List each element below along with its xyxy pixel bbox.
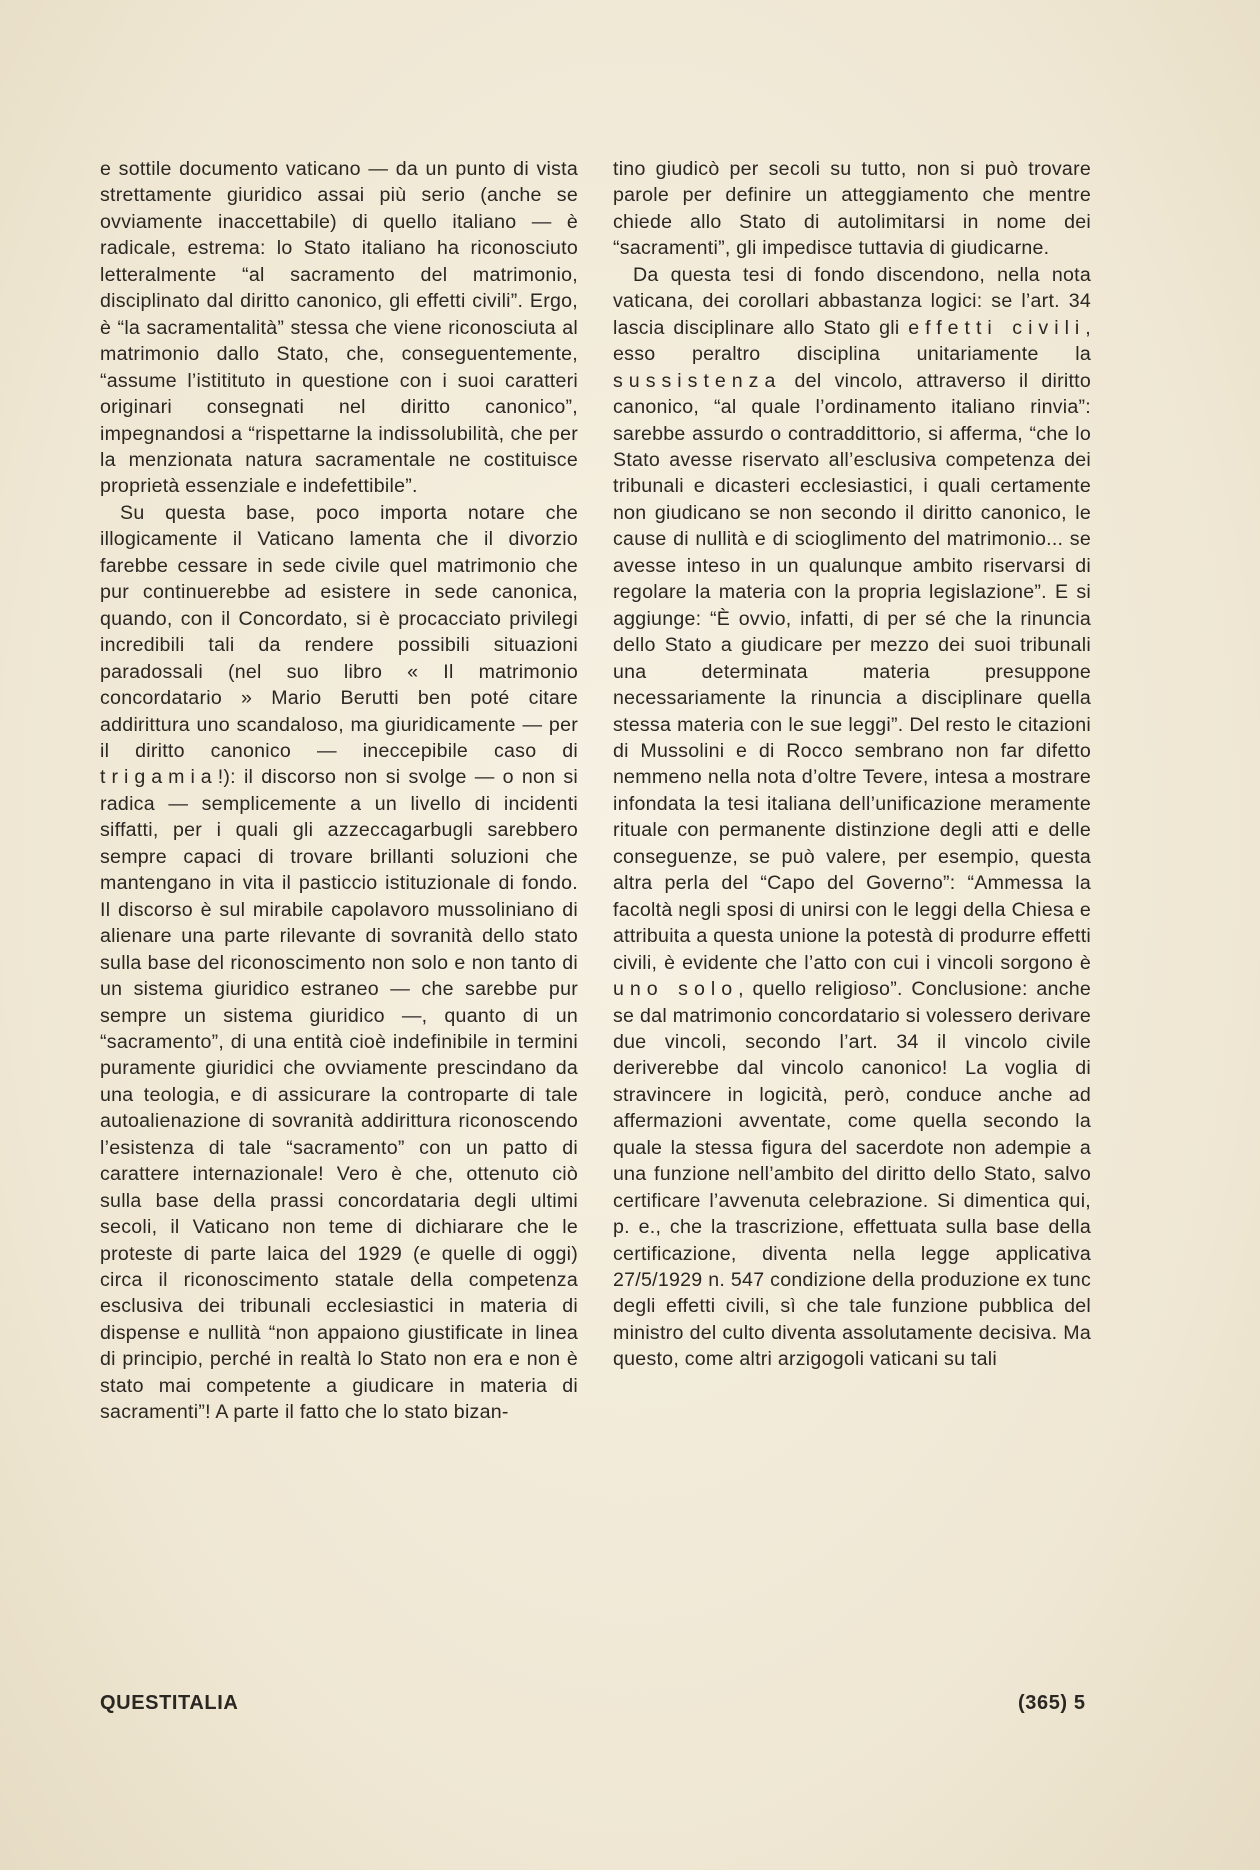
text-run: del vincolo, attraverso il diritto canonico, “al quale l’ordinamento italiano rinvia”: sarebbe assurdo o contraddittorio, si afferma, “che lo Stato avesse riservato all’esclusiva competenza dei tribunali e dicasteri ecclesiastici, i quali certamente non giudicano se non secondo il diritto canonico, le cause di nullità e di scioglimento del matrimonio... se avesse inteso in un qualunque ambito riservarsi di regolare la materia con la propria legislazione”. E si aggiunge: “È ovvio, infatti, di per sé che la rinuncia dello Stato a giudicare per mezzo dei suoi tribunali una determinata materia presuppone necessariamente la rinuncia a disciplinare quella stessa materia con le sue leggi”. Del resto le citazioni di Mussolini e di Rocco sembrano non far difetto nemmeno nella nota d’oltre Tevere, intesa a mostrare infondata la tesi italiana dell’unificazione meramente rituale con permanente distinzione degli atti e delle conseguenze, se può valere, per esempio, questa altra perla del “Capo del Governo”: “Ammessa la facoltà negli sposi di unirsi con le leggi della Chiesa e attribuita a questa unione la potestà di produrre effetti civili, è evidente che l’atto con cui i vincoli sorgono è (613, 369, 1091, 974)
emphasis-text: trigamia (100, 766, 218, 789)
emphasis-text: sussistenza (613, 369, 782, 392)
page-number: (365) 5 (1018, 1692, 1086, 1714)
paragraph: tino giudicò per secoli su tutto, non si può trovare parole per definire un atteggiamento che mentre chiede allo Stato di autolimitarsi in nome dei “sacramenti”, gli impedisce tuttavia di giudicarne. (613, 158, 1091, 260)
emphasis-text: uno solo (613, 978, 739, 1001)
text-run: !): il discorso non si svolge — o non si radica — semplicemente a un livello di incidenti siffatti, per i quali gli azzeccagarbugli sarebbero sempre capaci di trovare brillanti soluzioni che mantengano in vita il pasticcio istituzionale di fondo. Il discorso è sul mirabile capolavoro mussoliniano di alienare una parte rilevante di sovranità dello stato sulla base del riconoscimento non solo e non tanto di un sistema giuridico estraneo — che sarebbe pur sempre un sistema giuridico —, quanto di un “sacramento”, di una entità cioè indefinibile in termini puramente giuridici che ovviamente prescindano da una teologia, e di assicurare la controparte di tale autoalienazione di sovranità addirittura riconoscendo l’esistenza di tale “sacramento” con un patto di carattere internazionale! Vero è che, ottenuto ciò sulla base della prassi concordataria degli ultimi secoli, il Vaticano non teme di dichiarare che le proteste di parte laica del 1929 (e quelle di oggi) circa il riconoscimento statale della competenza esclusiva dei tribunali ecclesiastici in materia di dispense e nullità “non appaiono giustificate in linea di principio, perché in realtà lo Stato non era e non è stato mai competente a giudicare in materia di sacramenti”! A parte il fatto che lo stato bizan- (100, 766, 578, 1424)
text-column-right (613, 156, 1091, 1373)
text-column-left (100, 156, 578, 1426)
emphasis-text: effetti civili (908, 316, 1086, 339)
paragraph: e sottile documento vaticano — da un punto di vista strettamente giuridico assai più serio (anche se ovviamente inaccettabile) di quello italiano — è radicale, estrema: lo Stato italiano ha riconosciuto letteralmente “al sacramento del matrimonio, disciplinato dal diritto canonico, gli effetti civili”. Ergo, è “la sacramentalità” stessa che viene riconosciuta al matrimonio dallo Stato, che, conseguentemente, “assume l’istitituto in questione con i suoi caratteri originari consegnati nel diritto canonico”, impegnandosi a “rispettarne la indissolubilità, che per la menzionata natura sacramentale ne costituisce proprietà essenziale e indefettibile”. (100, 158, 578, 498)
text-run: , esso peraltro disciplina unitariamente la (613, 316, 1091, 366)
paragraph (100, 500, 578, 1426)
text-run: Su questa base, poco importa notare che illogicamente il Vaticano lamenta che il divorzio farebbe cessare in sede civile quel matrimonio che pur continuerebbe ad esistere in sede canonica, quando, con il Concordato, si è procacciato privilegi incredibili tali da rendere possibili situazioni paradossali (nel suo libro « Il matrimonio concordatario » Mario Berutti ben poté citare addirittura uno scandaloso, ma giuridicamente — per il diritto canonico — ineccepibile caso di (100, 501, 578, 762)
text-run: Da questa tesi di fondo discendono, nella nota vaticana, dei corollari abbastanza logici: se l’art. 34 lascia disciplinare allo Stato gli (613, 263, 1091, 339)
text-run: , quello religioso”. Conclusione: anche se dal matrimonio concordatario si volessero derivare due vincoli, secondo l’art. 34 il vincolo civile deriverebbe dal vincolo canonico! La voglia di stravincere in logicità, però, conduce anche ad affermazioni avventate, come quella secondo la quale la stessa figura del sacerdote non adempie a una funzione nell’ambito del diritto dello Stato, salvo certificare l’avvenuta celebrazione. Si dimentica qui, p. e., che la trascrizione, effettuata sulla base della certificazione, diventa nella legge applicativa 27/5/1929 n. 547 condizione della produzione ex tunc degli effetti civili, sì che tale funzione pubblica del ministro del culto diventa assolutamente decisiva. Ma questo, come altri arzigogoli vaticani su tali (613, 978, 1091, 1371)
paragraph (613, 262, 1091, 1373)
publication-name: QUESTITALIA (100, 1692, 239, 1714)
